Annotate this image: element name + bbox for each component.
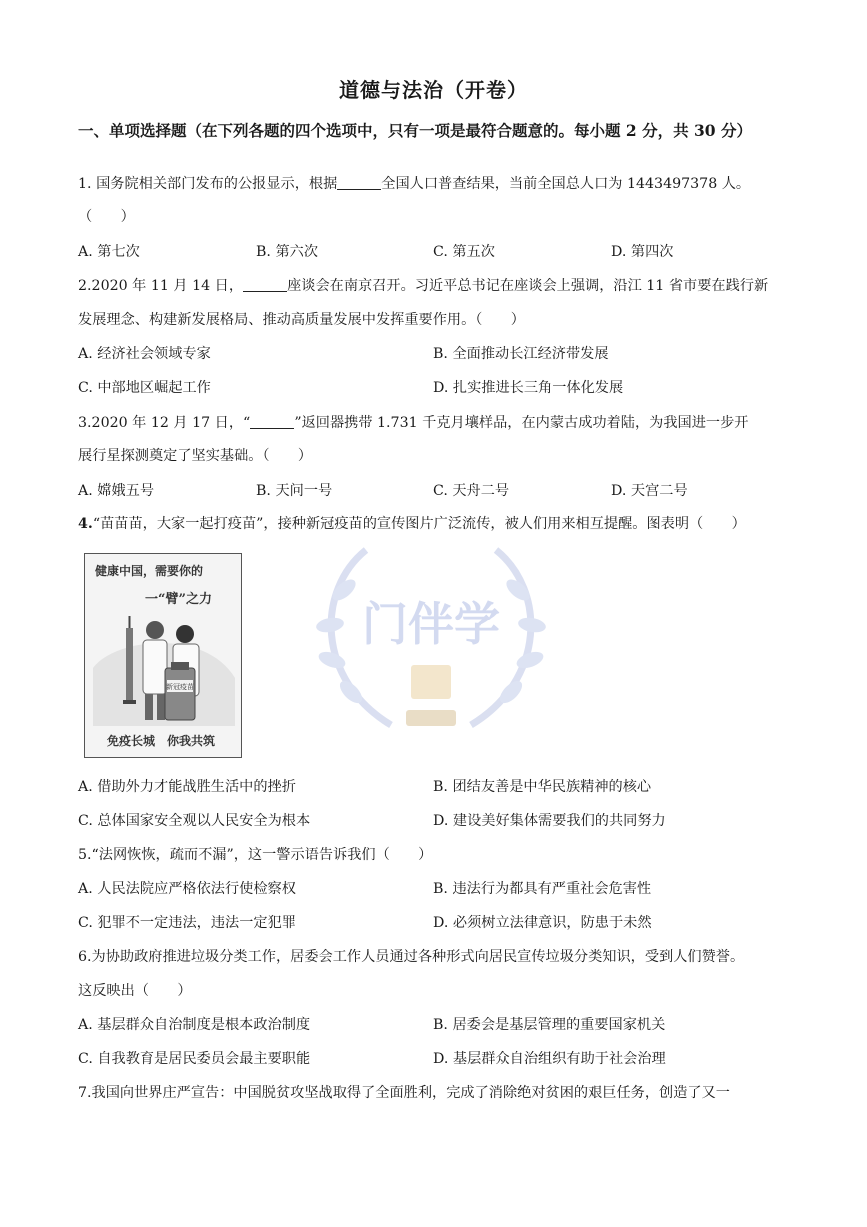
option-b: B. 违法行为都具有严重社会危害性 xyxy=(433,881,652,897)
doctors-illustration-icon xyxy=(85,608,241,726)
vaccine-bottle-label: 新冠疫苗 xyxy=(166,683,194,691)
option-c: C. 第五次 xyxy=(433,244,495,260)
option-d: D. 建设美好集体需要我们的共同努力 xyxy=(433,813,666,829)
option-b: B. 第六次 xyxy=(256,244,319,260)
question-4 xyxy=(78,514,746,534)
question-number: 3. xyxy=(78,415,92,431)
question-text: “苗苗苗，大家一起打疫苗”，接种新冠疫苗的宣传图片广泛流传，被人们用来相互提醒。图表明（ ） xyxy=(92,516,746,532)
option-c: C. 天舟二号 xyxy=(433,483,510,499)
option-c: C. 犯罪不一定违法，违法一定犯罪 xyxy=(78,915,296,931)
question-6 xyxy=(78,947,744,967)
question-number: 1. xyxy=(78,176,92,192)
question-text: 座谈会在南京召开。习近平总书记在座谈会上强调，沿江 11 省市要在践行新 xyxy=(287,278,769,294)
answer-blank xyxy=(243,277,287,292)
option-c: C. 总体国家安全观以人民安全为根本 xyxy=(78,813,311,829)
question-1-paren: （ ） xyxy=(78,209,135,225)
option-a: A. 基层群众自治制度是根本政治制度 xyxy=(78,1017,311,1033)
answer-blank xyxy=(337,175,381,190)
question-2-line2: 发展理念、构建新发展格局、推动高质量发展中发挥重要作用。（ ） xyxy=(78,312,525,328)
answer-blank xyxy=(250,414,294,429)
section-heading: 一、单项选择题（在下列各题的四个选项中，只有一项是最符合题意的。每小题 2 分，共 30 分） xyxy=(78,121,752,140)
question-text: 为协助政府推进垃圾分类工作，居委会工作人员通过各种形式向居民宣传垃圾分类知识，受到人们赞誉。 xyxy=(91,949,745,965)
option-d: D. 基层群众自治组织有助于社会治理 xyxy=(433,1051,666,1067)
page-title: 道德与法治（开卷） xyxy=(339,78,528,102)
option-d: D. 天宫二号 xyxy=(611,483,688,499)
question-3-line2: 展行星探测奠定了坚实基础。（ ） xyxy=(78,448,313,464)
question-number: 2. xyxy=(78,278,92,294)
option-b: B. 居委会是基层管理的重要国家机关 xyxy=(433,1017,666,1033)
option-a: A. 经济社会领域专家 xyxy=(78,346,211,362)
option-c: C. 中部地区崛起工作 xyxy=(78,380,211,396)
option-b: B. 团结友善是中华民族精神的核心 xyxy=(433,779,652,795)
poster-slogan-2: 一“臂”之力 xyxy=(145,592,212,607)
option-d: D. 第四次 xyxy=(611,244,674,260)
question-1 xyxy=(78,174,750,194)
option-b: B. 天问一号 xyxy=(256,483,333,499)
poster-slogan: 健康中国，需要你的 xyxy=(95,564,204,578)
question-number: 6. xyxy=(78,949,92,965)
question-text: 2020 年 12 月 17 日，“ xyxy=(91,415,251,431)
vaccine-poster-image xyxy=(84,553,242,758)
option-d: D. 必须树立法律意识，防患于未然 xyxy=(433,915,652,931)
question-text: 全国人口普查结果，当前全国总人口为 1443497378 人。 xyxy=(381,176,751,192)
question-5 xyxy=(78,845,432,865)
question-3 xyxy=(78,413,748,433)
watermark-text: 门伴学 xyxy=(362,597,500,651)
question-text: ”返回器携带 1.731 千克月壤样品，在内蒙古成功着陆，为我国进一步开 xyxy=(294,415,749,431)
option-c: C. 自我教育是居民委员会最主要职能 xyxy=(78,1051,311,1067)
question-number: 7. xyxy=(78,1085,92,1101)
question-7 xyxy=(78,1083,730,1103)
option-a: A. 借助外力才能战胜生活中的挫折 xyxy=(78,779,296,795)
option-a: A. 人民法院应严格依法行使检察权 xyxy=(78,881,296,897)
watermark-laurel-icon xyxy=(296,520,566,750)
question-text: 2020 年 11 月 14 日， xyxy=(91,278,244,294)
question-2 xyxy=(78,276,768,296)
question-6-line2: 这反映出（ ） xyxy=(78,983,192,999)
question-text: 我国向世界庄严宣告：中国脱贫攻坚战取得了全面胜利，完成了消除绝对贫困的艰巨任务，创造了又一 xyxy=(91,1085,730,1101)
question-number: 5. xyxy=(78,847,92,863)
option-a: A. 第七次 xyxy=(78,244,140,260)
option-a: A. 嫦娥五号 xyxy=(78,483,155,499)
poster-caption: 免疫长城 你我共筑 xyxy=(107,734,216,748)
question-text: “法网恢恢，疏而不漏”，这一警示语告诉我们（ ） xyxy=(91,847,433,863)
question-number: 4. xyxy=(78,516,93,532)
option-d: D. 扎实推进长三角一体化发展 xyxy=(433,380,624,396)
option-b: B. 全面推动长江经济带发展 xyxy=(433,346,609,362)
question-text: 国务院相关部门发布的公报显示，根据 xyxy=(96,176,338,192)
